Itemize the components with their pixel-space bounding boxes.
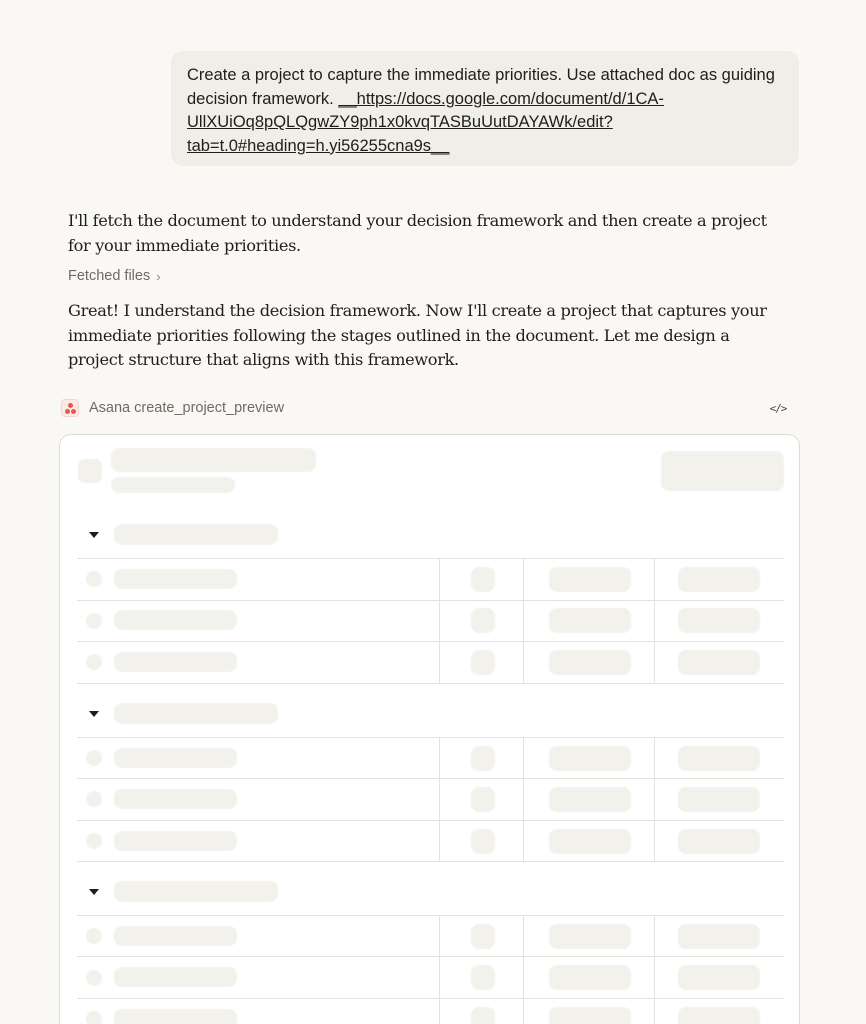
column-divider bbox=[439, 737, 440, 861]
due-date-skeleton bbox=[549, 746, 631, 771]
task-checkbox-skeleton bbox=[86, 928, 102, 944]
task-name-skeleton bbox=[114, 789, 237, 809]
task-checkbox-skeleton bbox=[86, 654, 102, 670]
section-3-collapse-icon[interactable] bbox=[89, 889, 99, 895]
assignee-skeleton bbox=[471, 965, 495, 990]
task-checkbox-skeleton bbox=[86, 1011, 102, 1024]
section-1-collapse-icon[interactable] bbox=[89, 532, 99, 538]
column-divider bbox=[523, 558, 524, 684]
section-2-title-skeleton bbox=[114, 703, 278, 724]
project-subtitle-skeleton bbox=[111, 477, 235, 493]
task-checkbox-skeleton bbox=[86, 571, 102, 587]
status-skeleton bbox=[678, 829, 760, 854]
assignee-skeleton bbox=[471, 924, 495, 949]
chevron-right-icon: › bbox=[156, 268, 161, 284]
row-divider bbox=[77, 683, 784, 684]
row-divider bbox=[77, 956, 784, 957]
due-date-skeleton bbox=[549, 787, 631, 812]
action-button-skeleton bbox=[661, 451, 784, 491]
column-divider bbox=[439, 915, 440, 1024]
column-divider bbox=[654, 915, 655, 1024]
due-date-skeleton bbox=[549, 608, 631, 633]
project-title-skeleton bbox=[111, 448, 316, 472]
due-date-skeleton bbox=[549, 965, 631, 990]
task-checkbox-skeleton bbox=[86, 750, 102, 766]
task-checkbox-skeleton bbox=[86, 833, 102, 849]
assignee-skeleton bbox=[471, 829, 495, 854]
row-divider bbox=[77, 861, 784, 862]
status-skeleton bbox=[678, 567, 760, 592]
tool-call-header bbox=[60, 396, 800, 420]
task-name-skeleton bbox=[114, 831, 237, 851]
row-divider bbox=[77, 998, 784, 999]
asana-logo-icon bbox=[61, 399, 79, 417]
user-message-bubble bbox=[171, 51, 799, 166]
task-name-skeleton bbox=[114, 1009, 237, 1024]
assistant-message-2: Great! I understand the decision framework. Now I'll create a project that captures your immediate priorities following the stages outlined in the document. Let me design a project structure that aligns with this framework. bbox=[68, 301, 767, 369]
section-2-collapse-icon[interactable] bbox=[89, 711, 99, 717]
status-skeleton bbox=[678, 924, 760, 949]
section-3-title-skeleton bbox=[114, 881, 278, 902]
fetched-files-toggle[interactable] bbox=[68, 268, 161, 284]
status-skeleton bbox=[678, 1007, 760, 1024]
assignee-skeleton bbox=[471, 650, 495, 675]
fetched-files-label: Fetched files bbox=[68, 268, 151, 284]
task-checkbox-skeleton bbox=[86, 613, 102, 629]
tool-name: Asana create_project_preview bbox=[89, 400, 285, 416]
assistant-message-1: I'll fetch the document to understand your decision framework and then create a project for your immediate priorities. bbox=[68, 211, 767, 255]
divider bbox=[77, 558, 784, 559]
task-name-skeleton bbox=[114, 652, 237, 672]
task-checkbox-skeleton bbox=[86, 791, 102, 807]
task-name-skeleton bbox=[114, 569, 237, 589]
row-divider bbox=[77, 778, 784, 779]
due-date-skeleton bbox=[549, 650, 631, 675]
divider bbox=[77, 737, 784, 738]
code-view-icon[interactable]: </> bbox=[769, 401, 787, 415]
due-date-skeleton bbox=[549, 829, 631, 854]
task-name-skeleton bbox=[114, 926, 237, 946]
column-divider bbox=[654, 737, 655, 861]
divider bbox=[77, 915, 784, 916]
assignee-skeleton bbox=[471, 608, 495, 633]
row-divider bbox=[77, 641, 784, 642]
due-date-skeleton bbox=[549, 1007, 631, 1024]
row-divider bbox=[77, 600, 784, 601]
column-divider bbox=[523, 915, 524, 1024]
task-name-skeleton bbox=[114, 748, 237, 768]
project-icon-skeleton bbox=[78, 459, 102, 483]
task-name-skeleton bbox=[114, 967, 237, 987]
status-skeleton bbox=[678, 746, 760, 771]
project-preview-card bbox=[59, 434, 800, 1024]
task-checkbox-skeleton bbox=[86, 970, 102, 986]
status-skeleton bbox=[678, 650, 760, 675]
task-name-skeleton bbox=[114, 610, 237, 630]
assignee-skeleton bbox=[471, 567, 495, 592]
column-divider bbox=[523, 737, 524, 861]
user-message-text: Create a project to capture the immediate priorities. Use attached doc as guiding decision framework. bbox=[187, 66, 775, 108]
due-date-skeleton bbox=[549, 924, 631, 949]
assignee-skeleton bbox=[471, 1007, 495, 1024]
status-skeleton bbox=[678, 965, 760, 990]
column-divider bbox=[439, 558, 440, 684]
section-1-title-skeleton bbox=[114, 524, 278, 545]
assignee-skeleton bbox=[471, 787, 495, 812]
column-divider bbox=[654, 558, 655, 684]
due-date-skeleton bbox=[549, 567, 631, 592]
status-skeleton bbox=[678, 787, 760, 812]
status-skeleton bbox=[678, 608, 760, 633]
assignee-skeleton bbox=[471, 746, 495, 771]
row-divider bbox=[77, 820, 784, 821]
google-doc-link[interactable]: __https://docs.google.com/document/d/1CA-UllXUiOq8pQLQgwZY9ph1x0kvqTASBuUutDAYAWk/edit?tab=t.0#heading=h.yi56255cna9s__ bbox=[187, 89, 664, 155]
